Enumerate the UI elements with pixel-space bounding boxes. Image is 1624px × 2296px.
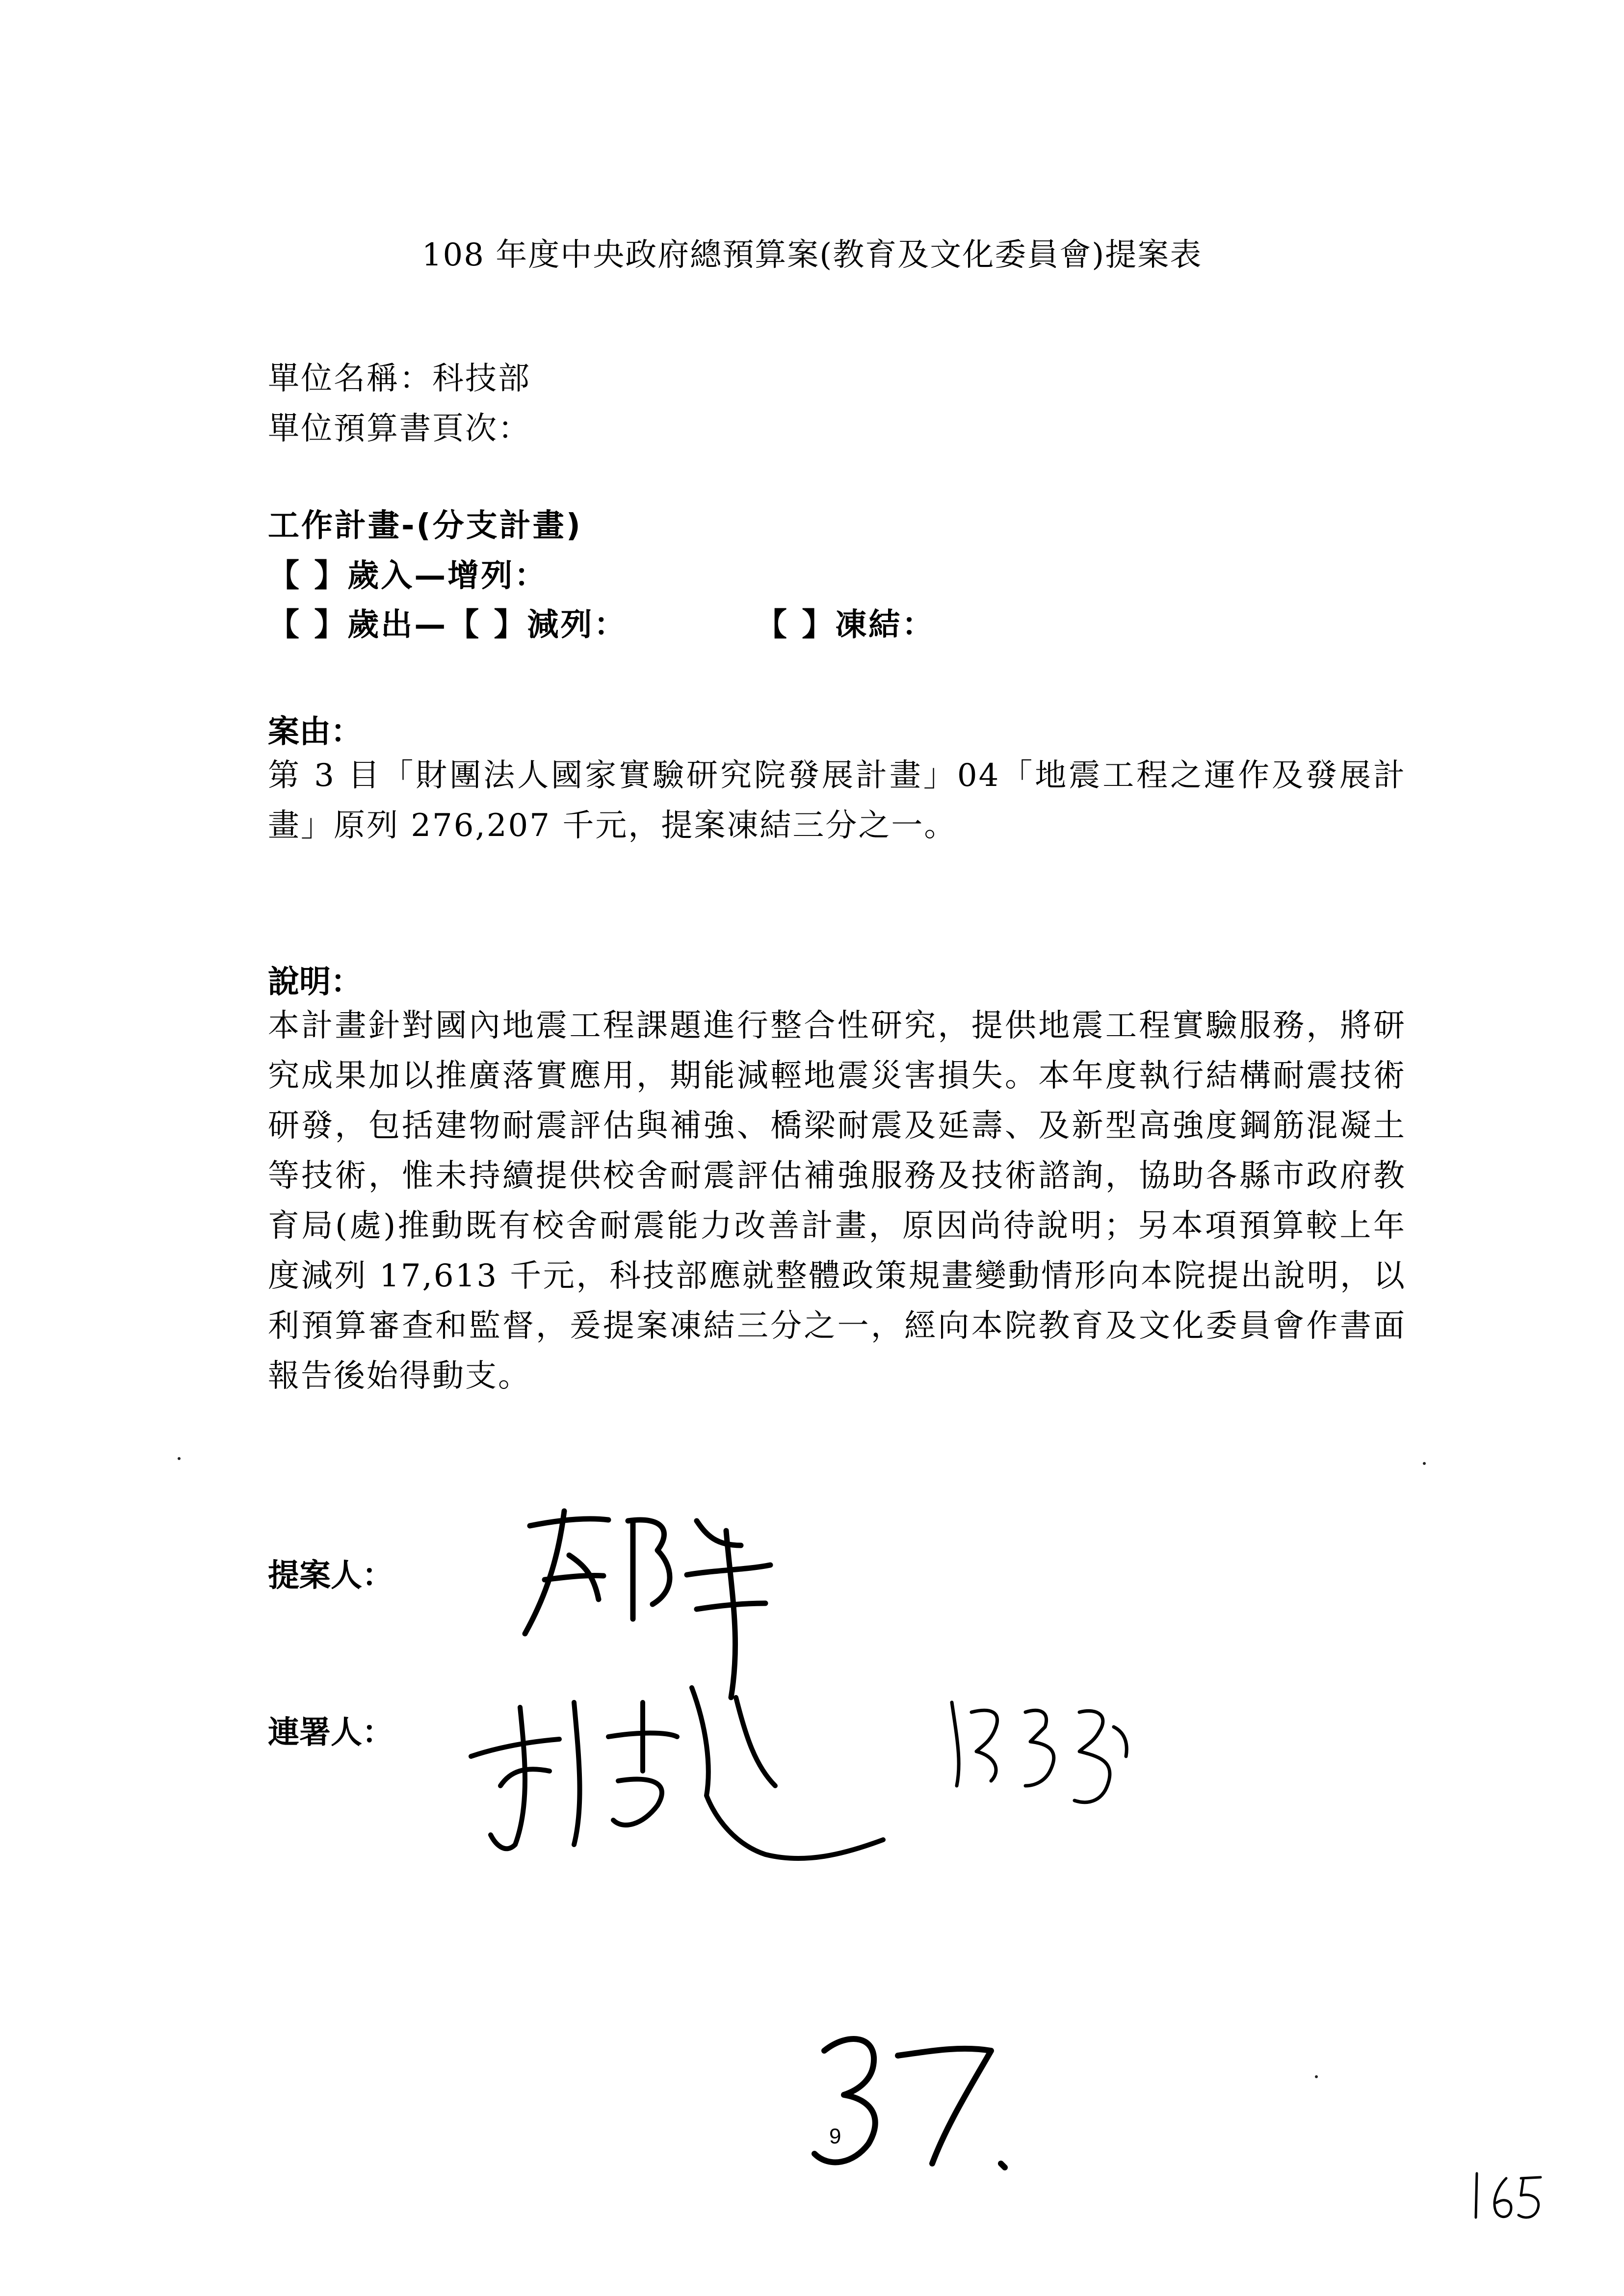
- handwritten-number: [805, 2021, 1021, 2178]
- unit-name: 單位名稱：科技部: [268, 361, 531, 397]
- revenue-line: 【 】歲入—增列：: [268, 558, 548, 594]
- proposer-label: 提案人：: [268, 1558, 393, 1594]
- freeze-line: 【 】凍結：: [756, 607, 936, 643]
- corner-page-mark: [1462, 2159, 1550, 2232]
- cosigner-signatures: [461, 1658, 1148, 1884]
- cosigner-label: 連署人：: [268, 1715, 393, 1751]
- explanation-text: 本計畫針對國內地震工程課題進行整合性研究，提供地震工程實驗服務，將研究成果加以推廣落實應用，期能減輕地震災害損失。本年度執行結構耐震技術研發，包括建物耐震評估與補強、橋梁耐震及延壽、及新型高強度鋼筋混凝土等技術，惟未持續提供校舍耐震評估補強服務及技術諮詢，協助各縣市政府教育局(處)推動既有校舍耐震能力改善計畫，原因尚待說明；另本項預算較上年度減列 17,613 千元，科技部應就整體政策規畫變動情形向本院提出說明，以利預算審查和監督，爰提案凍結三分之一，經向本院教育及文化委員會作書面報告後始得動支。: [268, 1008, 1406, 1394]
- document-title: 108 年度中央政府總預算案(教育及文化委員會)提案表: [421, 237, 1203, 273]
- scan-speck: [1423, 1462, 1426, 1465]
- reason-label: 案由：: [268, 714, 362, 750]
- expenditure-line: 【 】歲出—【 】減列：: [268, 607, 628, 643]
- work-plan-label: 工作計畫-(分支計畫): [268, 508, 583, 544]
- scan-speck: [178, 1457, 181, 1460]
- reason-text: 第 3 目「財團法人國家實驗研究院發展計畫」04「地震工程之運作及發展計畫」原列 276,207 千元，提案凍結三分之一。: [268, 757, 1406, 844]
- explanation-label: 說明：: [268, 964, 362, 1000]
- scan-speck: [1315, 2075, 1318, 2078]
- page-number: 9: [829, 2124, 841, 2148]
- unit-budget-page: 單位預算書頁次：: [268, 411, 531, 447]
